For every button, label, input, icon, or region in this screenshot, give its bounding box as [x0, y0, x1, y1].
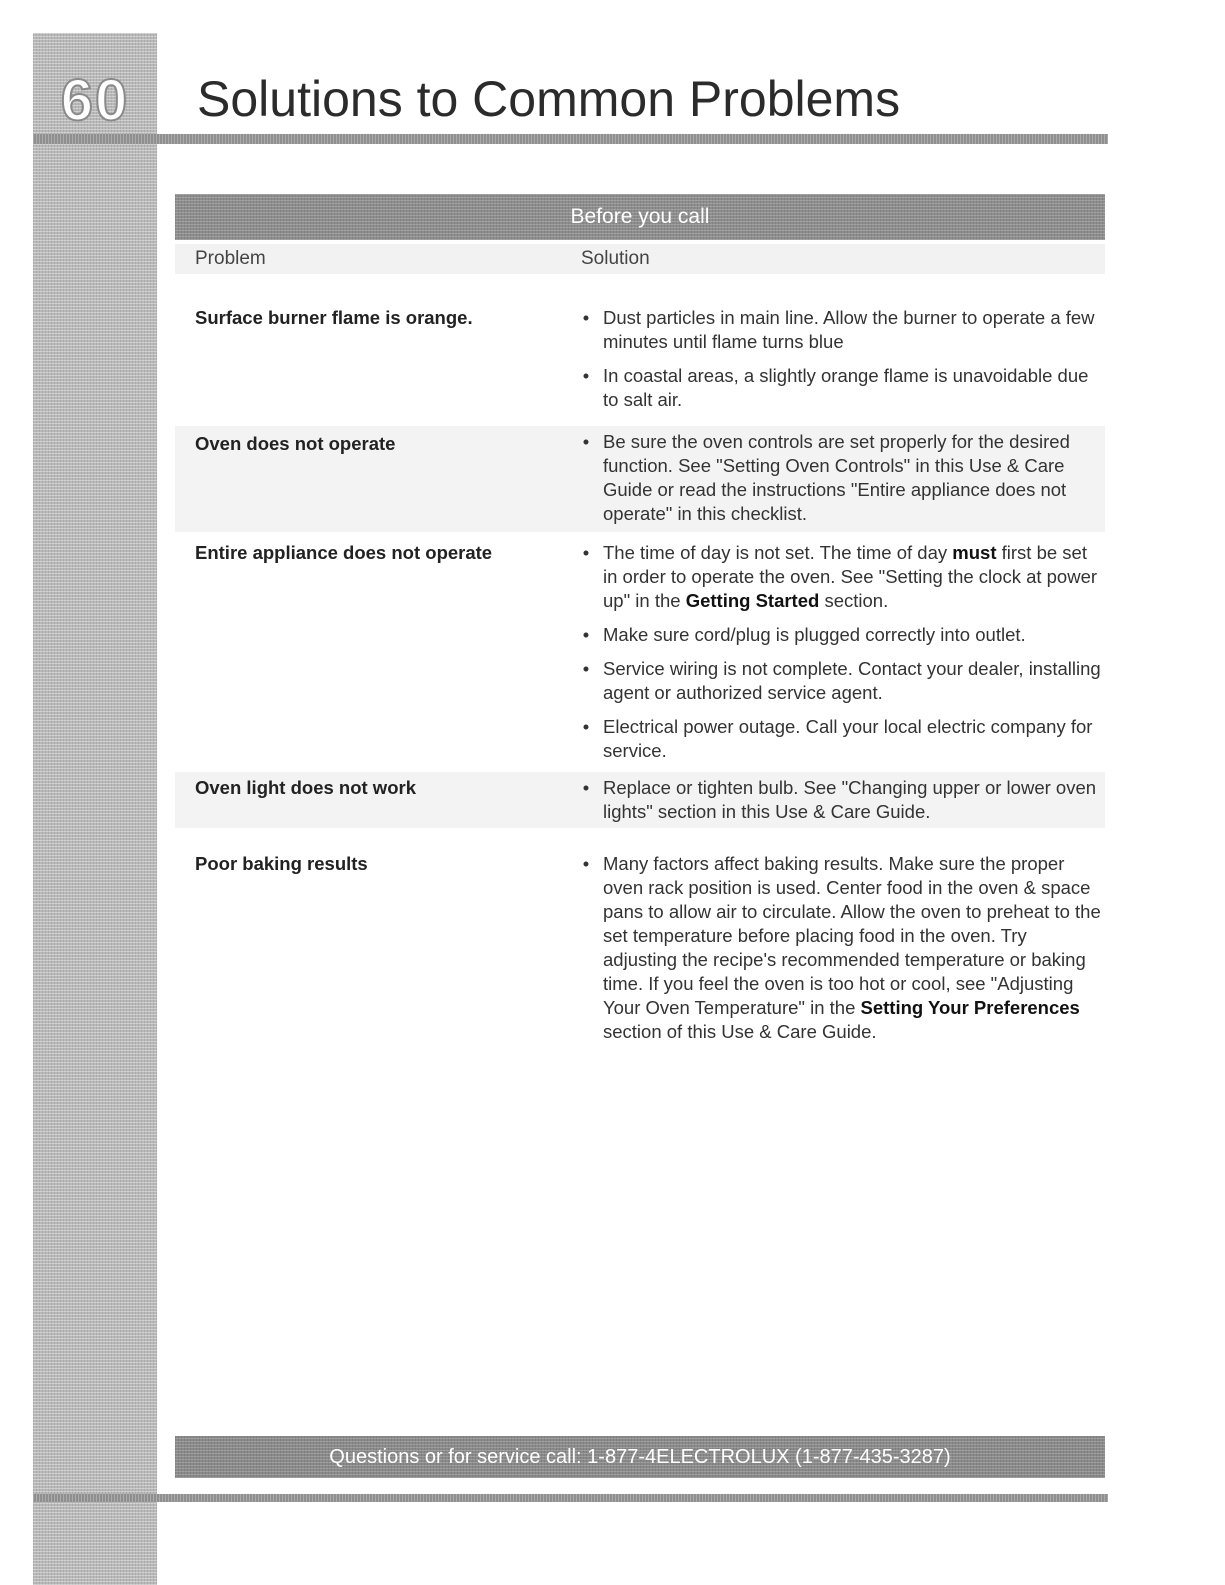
text-run: Many factors affect baking results. Make sure the proper oven rack position is used. Center food in the oven & space pans to allow air to circulate. Allow the oven to preheat to the set temperature before placing food in the oven. Try adjusting the recipe's recommended temperature or baking time. If you feel the oven is too hot or cool, see "Adjusting Your Oven Temperature" in the [603, 853, 1101, 1018]
solution-item [578, 776, 1105, 824]
bullet-icon: • [582, 658, 590, 679]
solution-text: Be sure the oven controls are set properly for the desired function. See "Setting Oven Controls" in this Use & Care Guide or read the instructions "Entire appliance does not operate" in this checklist. [603, 431, 1070, 524]
bullet-icon: • [582, 365, 590, 386]
bottom-divider [33, 1494, 1108, 1502]
emphasis-must: must [952, 542, 997, 563]
problem-text: Poor baking results [195, 853, 368, 874]
table-banner: Before you call [175, 194, 1105, 240]
text-run: first be set in order to operate the oven. See "Setting the clock at power up" in the [603, 542, 1098, 611]
solution-item [578, 852, 1105, 1044]
bullet-icon: • [582, 431, 590, 452]
solution-item [578, 430, 1105, 526]
solution-list [578, 852, 1105, 1054]
emphasis-getting-started: Getting Started [685, 590, 820, 611]
title-divider [33, 134, 1108, 144]
emphasis-setting-preferences: Setting Your Preferences [860, 997, 1080, 1018]
problem-text: Surface burner flame is orange. [195, 307, 473, 328]
solution-list [578, 776, 1105, 834]
table-row [175, 772, 1105, 828]
table-row [175, 852, 1105, 1082]
bullet-icon: • [582, 777, 590, 798]
table-row [175, 426, 1105, 532]
column-header-problem: Problem [175, 244, 575, 274]
bullet-icon: • [582, 307, 590, 328]
solution-list [578, 430, 1105, 536]
solution-list [578, 306, 1105, 422]
solution-text: Dust particles in main line. Allow the burner to operate a few minutes until flame turns blue [603, 307, 1095, 352]
solution-text: Replace or tighten bulb. See "Changing upper or lower oven lights" section in this Use & Care Guide. [603, 777, 1097, 822]
problem-text: Oven does not operate [195, 433, 396, 454]
table-row [175, 306, 1105, 426]
side-decorative-stripe [33, 33, 157, 1585]
text-run: section. [819, 590, 889, 611]
solution-text: Electrical power outage. Call your local electric company for service. [603, 716, 1093, 761]
solution-item [578, 306, 1105, 354]
page-title: Solutions to Common Problems [197, 71, 901, 127]
solution-item [578, 657, 1105, 705]
solution-item [578, 715, 1105, 763]
solution-text [603, 853, 1101, 1042]
page-number: 60 [60, 68, 130, 133]
text-run: The time of day is not set. The time of day [603, 542, 953, 563]
solution-list [578, 541, 1105, 773]
solution-text [603, 542, 1097, 611]
solution-item [578, 623, 1105, 647]
table-row [175, 541, 1105, 766]
solution-item [578, 364, 1105, 412]
problem-text: Entire appliance does not operate [195, 542, 493, 563]
solution-text: In coastal areas, a slightly orange flame is unavoidable due to salt air. [603, 365, 1089, 410]
text-run: section of this Use & Care Guide. [603, 1021, 877, 1042]
bullet-icon: • [582, 542, 590, 563]
bullet-icon: • [582, 853, 590, 874]
solution-item [578, 541, 1105, 613]
column-header-solution: Solution [575, 244, 1105, 274]
solution-text: Service wiring is not complete. Contact your dealer, installing agent or authorized service agent. [603, 658, 1101, 703]
bullet-icon: • [582, 624, 590, 645]
bullet-icon: • [582, 716, 590, 737]
problem-text: Oven light does not work [195, 777, 416, 798]
solution-text: Make sure cord/plug is plugged correctly into outlet. [603, 624, 1026, 645]
service-call-banner: Questions or for service call: 1-877-4ELECTROLUX (1-877-435-3287) [175, 1436, 1105, 1478]
